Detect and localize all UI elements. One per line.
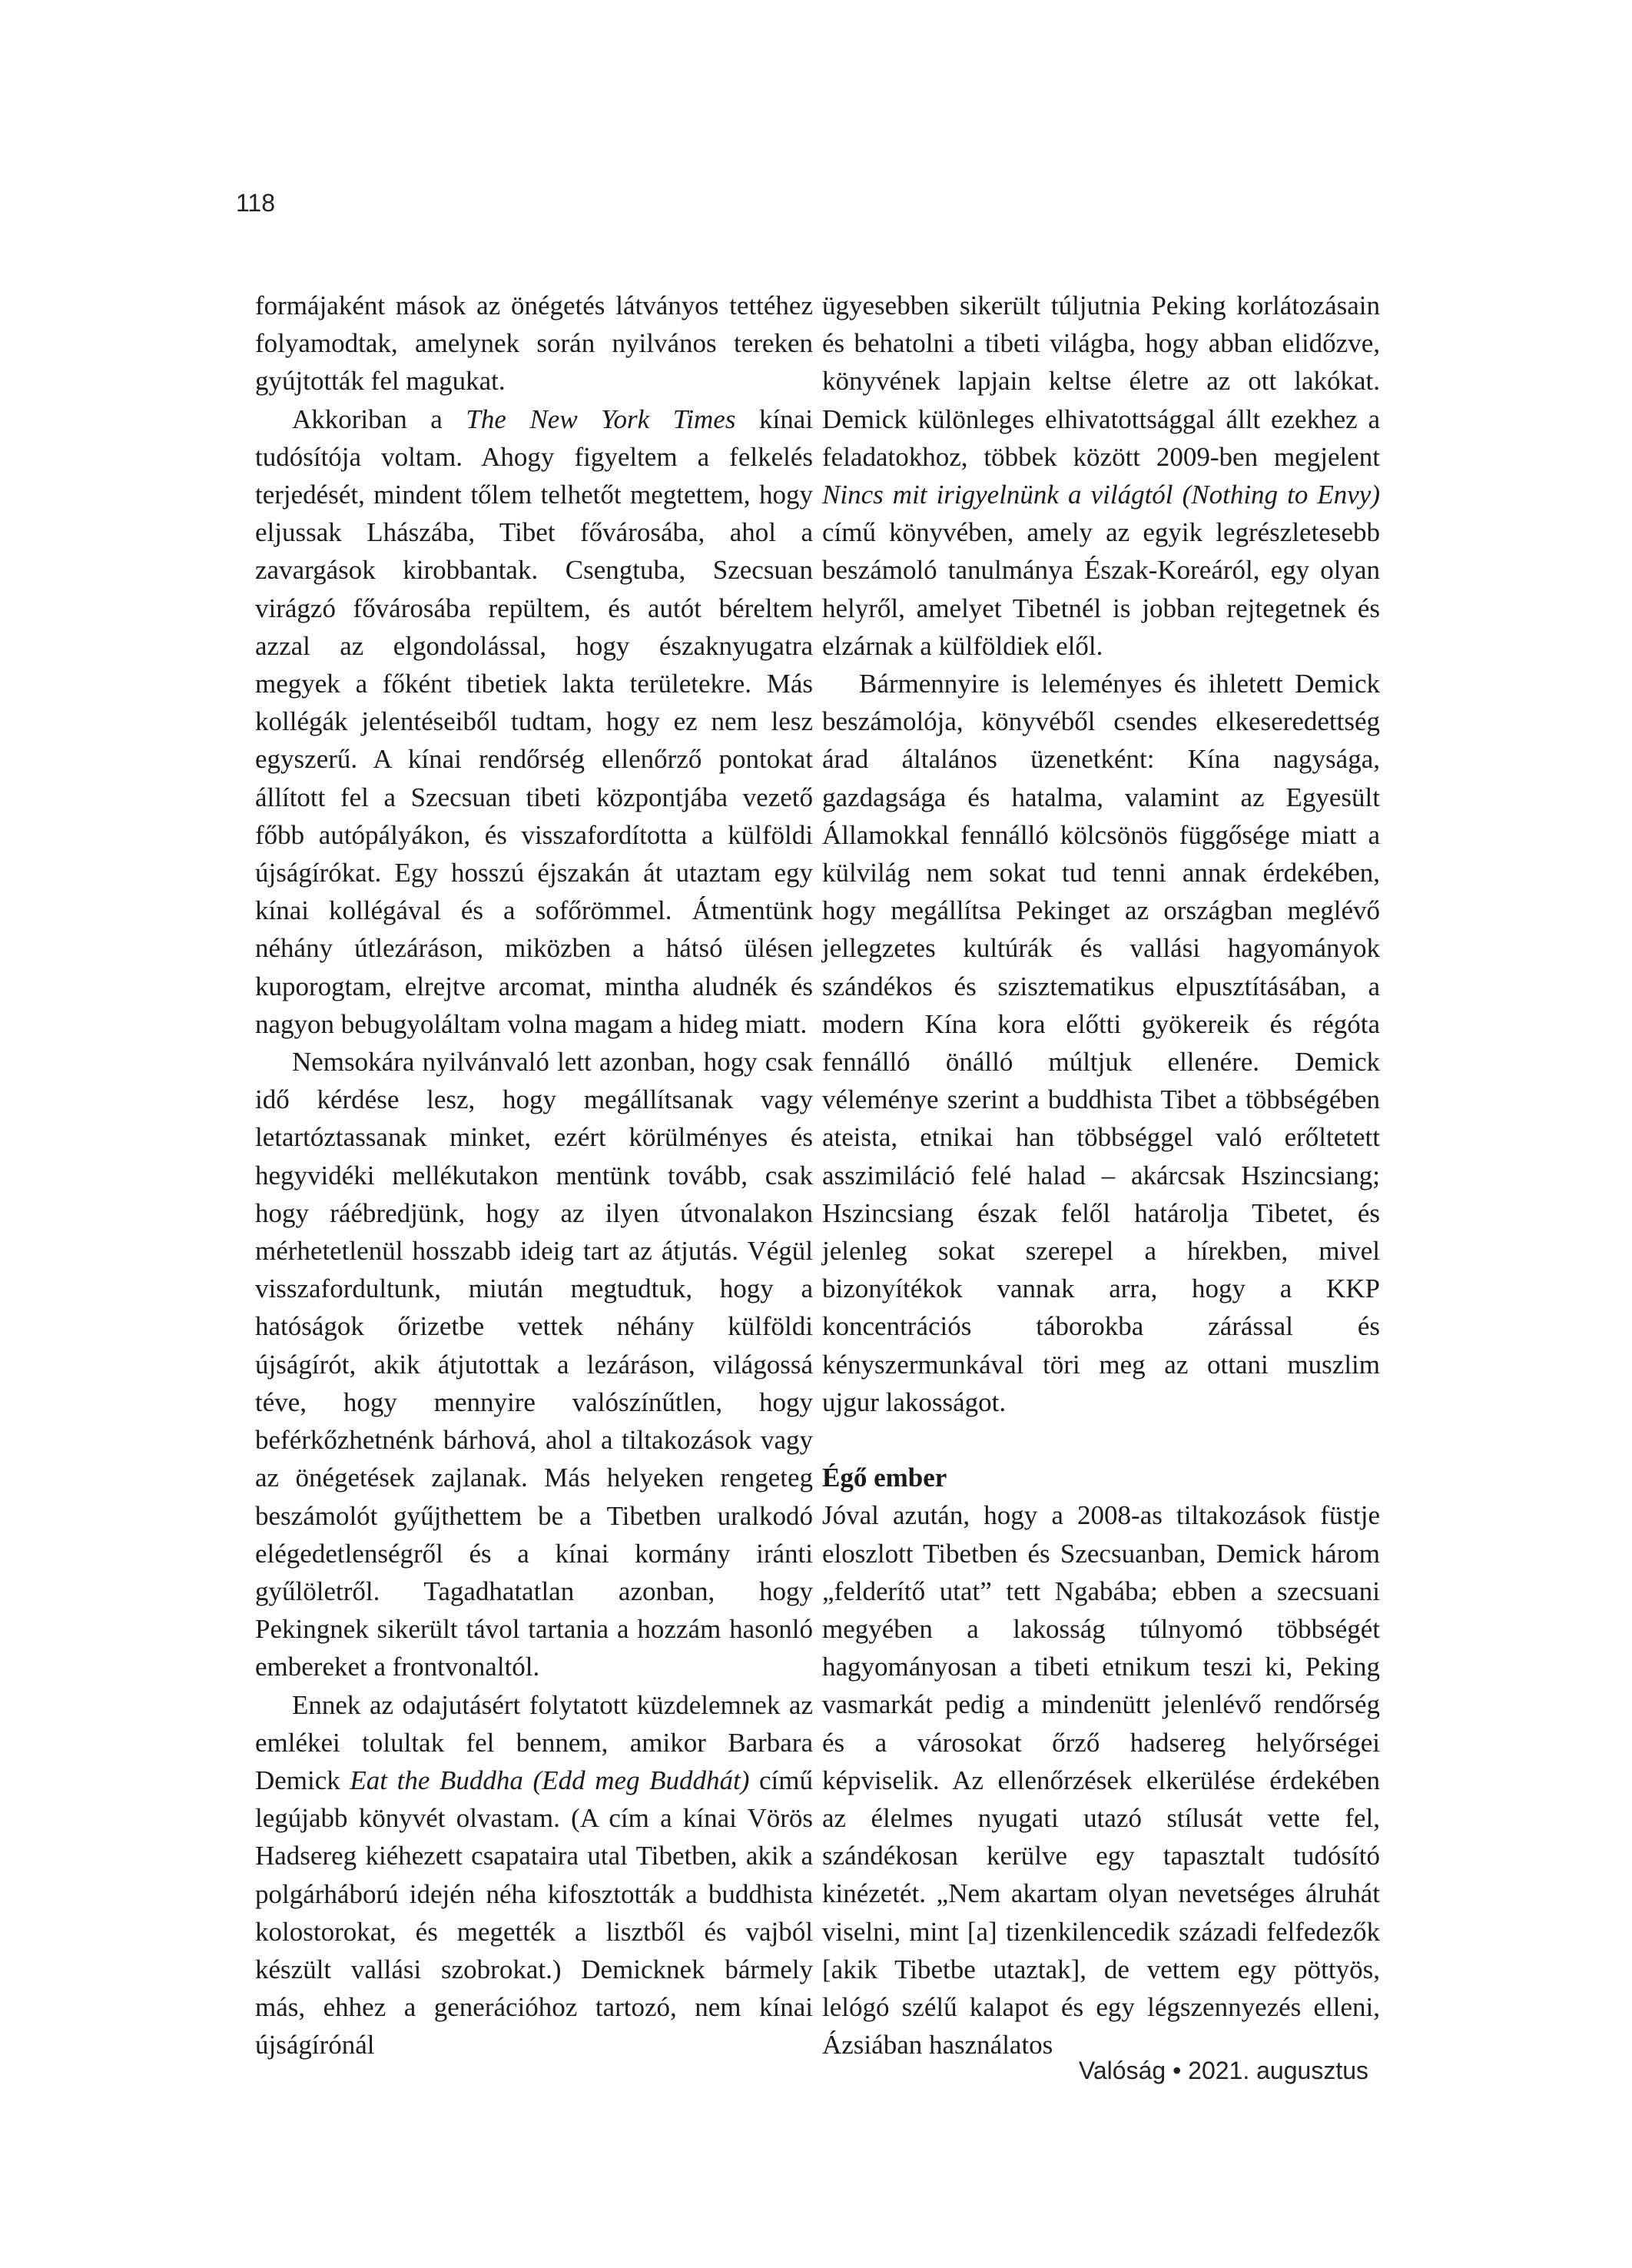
page-number: 118 bbox=[236, 189, 276, 217]
right-p1-italic: Nincs mit irigyelnünk a világtól (Nothing to Envy) bbox=[822, 480, 1380, 510]
left-p2-text-b: kínai tudósítója voltam. Ahogy figyeltem a felkelés terjedését, mindent tőlem telhetőt megtettem, hogy eljussak Lhászába, Tibet fővárosába, ahol a zavargások kirobbantak. Csengtuba, Szecsuan virágzó fővárosába repültem, és autót béreltem azzal az elgondolással, hogy északnyugatra megyek a főként tibetiek lakta területekre. Más kollégák jelentéseiből tudtam, hogy ez nem lesz egyszerű. A kínai rendőrség ellenőrző pontokat állított fel a Szecsuan tibeti központjába vezető főbb autópályákon, és visszafordította a külföldi újságírókat. Egy hosszú éjszakán át utaztam egy kínai kollégával és a sofőrömmel. Átmentünk néhány útlezáráson, miközben a hátsó ülésen kuporogtam, elrejtve arcomat, mintha aludnék és nagyon bebugyoláltam volna magam a hideg miatt. bbox=[255, 403, 814, 1039]
left-paragraph-3: Nemsokára nyilvánvaló lett azonban, hogy csak idő kérdése lesz, hogy megállítsanak vagy letartóztassanak minket, ezért körülményes és hegyvidéki mellékutakon mentünk tovább, csak hogy ráébredjünk, hogy az ilyen útvonalakon mérhetetlenül hosszabb ideig tart az átjutás. Végül visszafordultunk, miután megtudtuk, hogy a hatóságok őrizetbe vettek néhány külföldi újságírót, akik átjutottak a lezáráson, világossá téve, hogy mennyire valószínűtlen, hogy beférkőzhetnénk bárhová, ahol a tiltakozások vagy az önégetések zajlanak. Más helyeken rengeteg beszámolót gyűjthettem be a Tibetben uralkodó elégedetlenségről és a kínai kormány iránti gyűlöletről. Tagadhatatlan azonban, hogy Pekingnek sikerült távol tartania a hozzám hasonló embereket a frontvonaltól. bbox=[255, 1047, 813, 1682]
left-p2-italic: The New York Times bbox=[466, 403, 736, 434]
right-p1-text-a: ügyesebben sikerült túljutnia Peking korlátozásain és behatolni a tibeti világba, hogy abban elidőzve, könyvének lapjain keltse életre az ott lakókat. Demick különleges elhivatottsággal állt ezekhez a feladatokhoz, többek között 2009-ben megjelent bbox=[822, 291, 1380, 472]
footer-journal-date: Valóság • 2021. augusztus bbox=[1078, 2057, 1368, 2084]
section-title: Égő ember bbox=[822, 1463, 947, 1493]
right-paragraph-3: Jóval azután, hogy a 2008-as tiltakozások füstje eloszlott Tibetben és Szecsuanban, Demick három „felderítő utat” tett Ngabába; ebben a szecsuani megyében a lakosság túlnyomó többségét hagyományosan a tibeti etnikum teszi ki, Peking vasmarkát pedig a mindenütt jelenlévő rendőrség és a városokat őrző hadsereg helyőrségei képviselik. Az ellenőrzések elkerülése érdekében az élelmes nyugati utazó stílusát vette fel, szándékosan kerülve egy tapasztalt tudósító kinézetét. „Nem akartam olyan nevetséges álruhát viselni, mint [a] tizenkilencedik századi felfedezők [akik Tibetbe utaztak], de vettem egy pöttyös, lelógó szélű kalapot és egy légszennyezés elleni, Ázsiában használatos bbox=[822, 1500, 1380, 2060]
right-p1-text-b: című könyvében, amely az egyik legrészletesebb beszámoló tanulmánya Észak-Koreáról, egy olyan helyről, amelyet Tibetnél is jobban rejtegetnek és elzárnak a külföldiek elől. bbox=[822, 517, 1380, 661]
left-p2-text-a: Akkoriban a bbox=[292, 403, 466, 434]
left-paragraph-2 bbox=[255, 400, 813, 1043]
left-p4-text-a: Ennek az odajutásért folytatott küzdelemnek az emlékei tolultak fel bennem, amikor Barbara Demick bbox=[255, 1689, 813, 1795]
left-paragraph-4 bbox=[255, 1686, 813, 2064]
right-paragraph-2: Bármennyire is leleményes és ihletett Demick beszámolója, könyvéből csendes elkeseredettség árad általános üzenetként: Kína nagysága, gazdagsága és hatalma, valamint az Egyesült Államokkal fennálló kölcsönös függősége miatt a külvilág nem sokat tud tenni annak érdekében, hogy megállítsa Pekinget az országban meglévő jellegzetes kultúrák és vallási hagyományok szándékos és szisztematikus elpusztításában, a modern Kína kora előtti gyökereik és régóta fennálló önálló múltjuk ellenére. Demick véleménye szerint a buddhista Tibet a többségében ateista, etnikai han többséggel való erőltetett asszimiláció felé halad – akárcsak Hszincsiang; Hszincsiang észak felől határolja Tibetet, és jelenleg sokat szerepel a hírekben, mivel bizonyítékok vannak arra, hogy a KKP koncentrációs táborokba zárással és kényszermunkával töri meg az ottani muszlim ujgur lakosságot. bbox=[822, 669, 1380, 1417]
right-column bbox=[822, 287, 1380, 2064]
left-paragraph-1: formájaként mások az önégetés látványos tettéhez folyamodtak, amelynek során nyilvános tereken gyújtották fel magukat. bbox=[255, 291, 813, 397]
right-paragraph-1 bbox=[822, 287, 1380, 665]
left-column bbox=[255, 287, 813, 2064]
left-p4-italic: Eat the Buddha (Edd meg Buddhát) bbox=[350, 1765, 750, 1795]
left-p4-text-b: című legújabb könyvét olvastam. (A cím a kínai Vörös Hadsereg kiéhezett csapataira utal Tibetben, akik a polgárháború idején néha kifosztották a buddhista kolostorokat, és megették a lisztből és vajból készült vallási szobrokat.) Demicknek bármely más, ehhez a generációhoz tartozó, nem kínai újságírónál bbox=[255, 1765, 813, 2060]
